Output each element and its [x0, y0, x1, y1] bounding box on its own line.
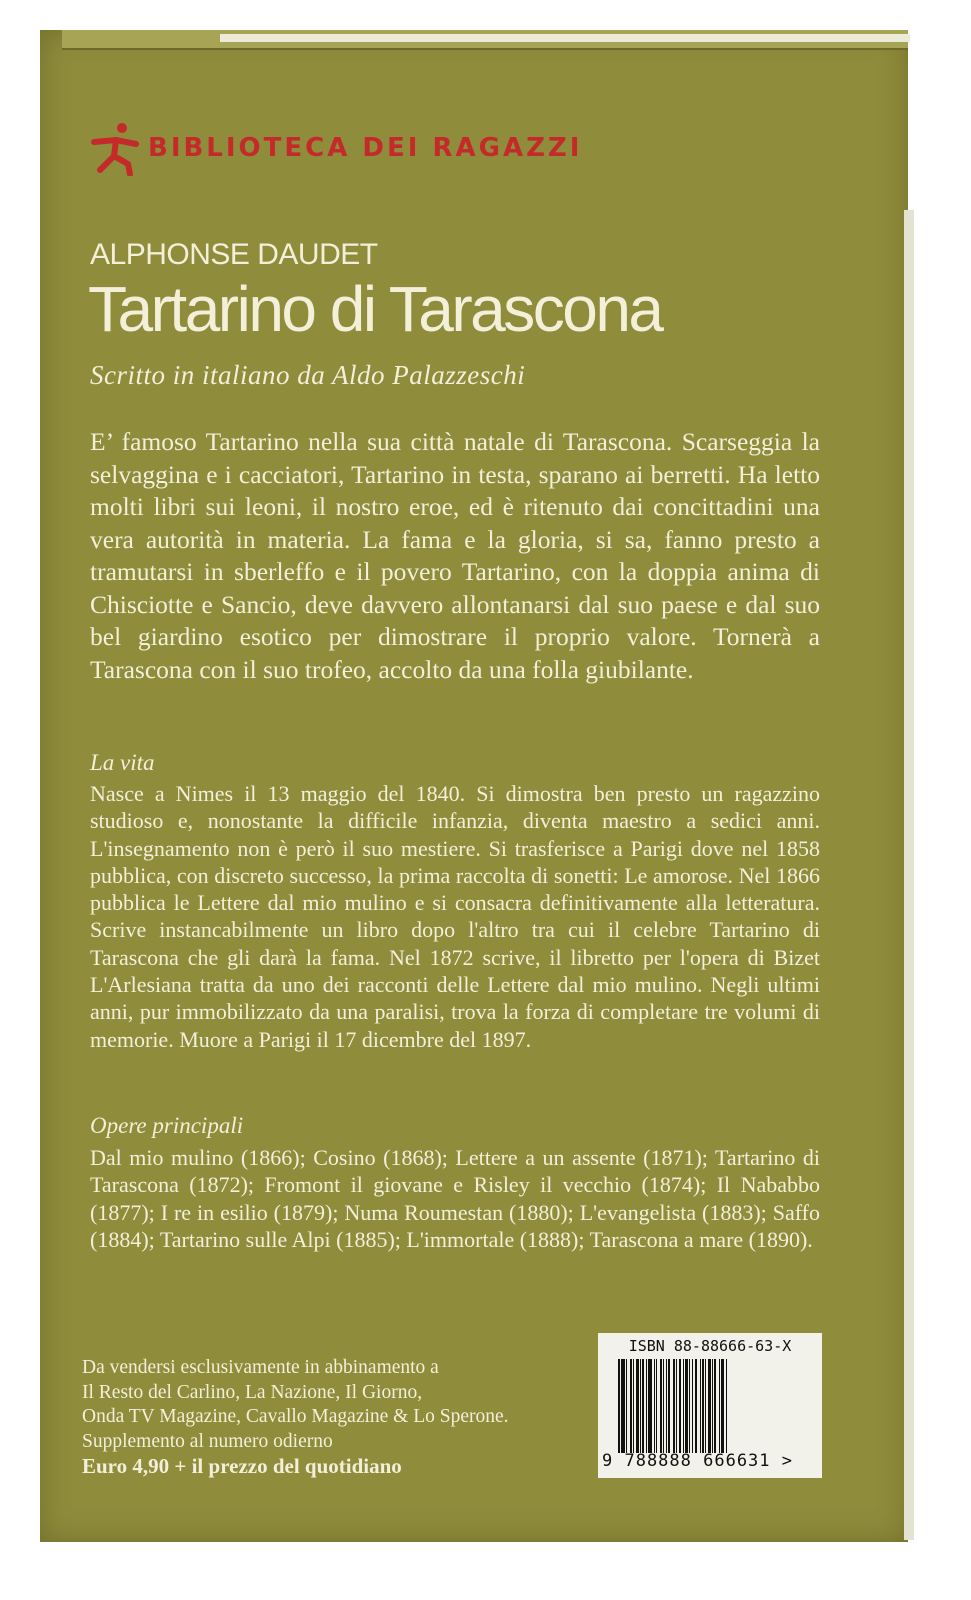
page-edge-top	[220, 34, 910, 42]
author-name: ALPHONSE DAUDET	[90, 238, 378, 271]
life-heading: La vita	[90, 750, 155, 775]
notice-line: Il Resto del Carlino, La Nazione, Il Giorno,	[82, 1381, 423, 1403]
notice-line: Onda TV Magazine, Cavallo Magazine & Lo Sperone.	[82, 1406, 509, 1427]
blurb-text: E’ famoso Tartarino nella sua città natale di Tarascona. Scarseggia la selvaggina e i cacciatori, Tartarino in testa, sparano ai berretti. Ha letto molti libri sui leoni, il nostro eroe, ed è ritenuto dai concittadini una vera autorità in materia. La fama e la gloria, si sa, fanno presto a tramutarsi in sberleffo e il povero Tartarino, con la doppia anima di Chisciotte e Sancio, deve davvero allontanarsi dal suo paese e dal suo bel giardino esotico per dimostrare il proprio valore. Tornerà a Tarascona con il suo trofeo, accolto da una folla giubilante.	[90, 427, 820, 684]
barcode-label	[598, 1333, 822, 1478]
life-text: Nasce a Nimes il 13 maggio del 1840. Si dimostra ben presto un ragazzino studioso e, nonostante la difficile infanzia, diventa maestro a sedici anni. L'insegnamento non è però il suo mestiere. Si trasferisce a Parigi dove nel 1858 pubblica, con discreto successo, la prima raccolta di sonetti: Le amorose. Nel 1866 pubblica le Lettere dal mio mulino e si consacra definitivamente alla letteratura. Scrive instancabilmente un libro dopo l'altro tra cui il celebre Tartarino di Tarascona che gli darà la fama. Nel 1872 scrive, il libretto per l'opera di Bizet L'Arlesiana tratta da uno dei racconti delle Lettere dal mio mulino. Negli ultimi anni, pur immobilizzato da una paralisi, trova la forza di completare tre volumi di memorie. Muore a Parigi il 17 dicembre del 1897.	[90, 781, 820, 1052]
notice-line: Da vendersi esclusivamente in abbinamento a	[82, 1357, 439, 1378]
price-line: Euro 4,90 + il prezzo del quotidiano	[82, 1454, 402, 1478]
book-title: Tartarino di Tarascona	[88, 273, 662, 345]
logo-text: BIBLIOTECA DEI RAGAZZI	[148, 133, 583, 163]
publisher-logo	[90, 120, 582, 176]
ean-text: 9 788888 666631 >	[602, 1451, 793, 1471]
page-edge-right	[904, 210, 914, 1540]
notice-line: Supplemento al numero odierno	[82, 1430, 333, 1452]
sale-notice	[82, 1356, 509, 1479]
isbn-text: ISBN 88-88666-63-X	[628, 1337, 792, 1355]
barcode-bars	[618, 1359, 808, 1453]
works-heading: Opere principali	[90, 1113, 244, 1138]
works-text: Dal mio mulino (1866); Cosino (1868); Lettere a un assente (1871); Tartarino di Tarascona (1872); Fromont il giovane e Risley il vecchio (1874); Il Nababbo (1877); I re in esilio (1879); Numa Roumestan (1880); L'evangelista (1883); Saffo (1884); Tartarino sulle Alpi (1885); L'immortale (1888); Tarascona a mare (1890).	[90, 1145, 820, 1252]
book-subtitle: Scritto in italiano da Aldo Palazzeschi	[90, 360, 526, 390]
barcode-bar	[727, 1359, 728, 1453]
running-child-icon	[90, 120, 142, 176]
